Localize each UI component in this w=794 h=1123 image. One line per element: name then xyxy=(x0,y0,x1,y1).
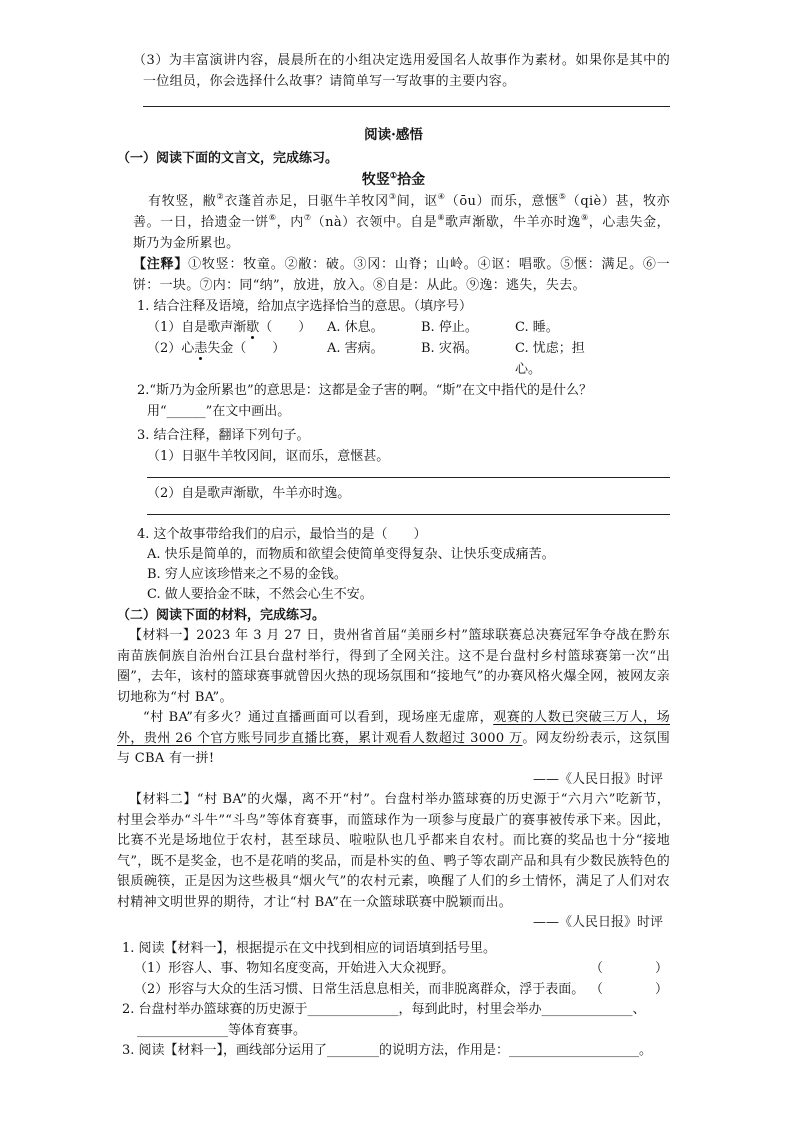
text-run: 歌声渐歇，牛羊亦时逸 xyxy=(445,215,581,230)
option-c: C. 睡。 xyxy=(515,320,559,335)
text-run: （ōu）而乐，意惬 xyxy=(445,194,559,209)
emphasized-char: 恚 xyxy=(194,341,208,356)
option-a: A. 快乐是简单的，而物质和欲望会使简单变得复杂、让快乐变成痛苦。 xyxy=(147,547,555,562)
item-prompt: （1）形容人、事、物知名度变高，开始进入大众视野。 xyxy=(134,961,455,976)
footnote-marker: ⑨ xyxy=(580,213,589,222)
text-run: 间，讴 xyxy=(396,194,438,209)
text-run: 拾金 xyxy=(397,172,426,188)
text-run: 有牧竖，敝 xyxy=(148,194,217,209)
material-question-1-stem: 1. 阅读【材料一】，根据提示在文中找到相应的词语填到括号里。 xyxy=(122,940,497,956)
notes-label: 【注释】 xyxy=(133,257,189,272)
text-run: ，内 xyxy=(276,215,304,230)
item-stem xyxy=(147,338,327,380)
notes-text: ①牧竖：牧童。②敝：破。③冈：山脊；山岭。④讴：唱歌。⑤惬：满足。⑥一饼：一块。⑦内：同“纳”，放进，放入。⑧自是：从此。⑨逸：逃失，失去。 xyxy=(133,257,670,293)
material-question-1-item-2 xyxy=(117,980,670,1001)
question-3-stem: 3. 结合注释，翻译下列句子。 xyxy=(137,428,310,443)
footnote-marker: ② xyxy=(216,192,225,201)
option-b: B. 停止。 xyxy=(421,320,478,335)
text-run: 衣蓬首赤足，日驱牛羊牧冈 xyxy=(224,194,389,209)
material-question-2: 2. 台盘村举办篮球赛的历史源于______________，每到此时，村里会举办______________、______________等体育赛事。 xyxy=(122,1002,646,1038)
question-1-item-1 xyxy=(117,317,670,338)
reading-section-two xyxy=(117,605,670,1062)
material-one: 【材料一】2023 年 3 月 27 日，贵州省首届“美丽乡村”篮球联赛总决赛冠军争夺战在黔东南苗族侗族自治州台江县台盘村举行，得到了全网关注。这不是台盘村乡村篮球赛第一次“出圈”，去年，该村的篮球赛事就曾因火热的现场氛围和“接地气”的办赛风格火爆全网，被网友亲切地称为“村 BA”。 xyxy=(117,628,670,705)
item-stem xyxy=(147,317,327,338)
text-run: “村 BA”有多火？通过直播画面可以看到，现场座无虚席， xyxy=(143,710,494,725)
text-run: （nà）衣领中。自是 xyxy=(311,215,438,230)
footnote-marker: ⑤ xyxy=(558,192,567,201)
emphasized-char: 歇 xyxy=(246,320,260,335)
footnote-marker: ① xyxy=(389,170,398,180)
source-citation: ——《人民日报》时评 xyxy=(532,915,663,930)
text-run: 。网友纷纷表示，这氛围与 CBA 有一拼! xyxy=(117,730,670,766)
underlined-text: 观赛的人数已突破三万人，场外，贵州 26 个官方账号同步直播比赛，累计观看人数超过 3000 万 xyxy=(117,710,670,746)
answer-line xyxy=(147,467,670,478)
item-prompt: （2）形容与大众的生活习惯、日常生活息息相关，而非脱离群众，浮于表面。 xyxy=(134,981,585,997)
material-one-paragraph-2 xyxy=(117,708,670,770)
reading-section-one xyxy=(117,50,670,605)
answer-line xyxy=(143,92,670,107)
question-3-item-1: （1）日驱牛羊牧冈间，讴而乐，意惬甚。 xyxy=(147,449,390,464)
text-run: ，心恚失金，斯乃为金所累也。 xyxy=(133,215,670,251)
question-1-stem: 1. 结合注释及语境，给加点字选择恰当的意思。（填序号） xyxy=(137,299,473,314)
footnote-marker: ⑦ xyxy=(303,213,312,222)
question-3-prompt: （3）为丰富演讲内容，晨晨所在的小组决定选用爱国名人故事作为素材。如果你是其中的一位组员，你会选择什么故事？请简单写一写故事的主要内容。 xyxy=(133,53,670,89)
question-4-stem: 4. 这个故事带给我们的启示，最恰当的是（ ） xyxy=(137,527,427,542)
option-c: C. 做人要拾金不昧，不然会心生不安。 xyxy=(147,587,373,602)
footnote-marker: ③ xyxy=(388,192,397,201)
footnote-marker: ⑥ xyxy=(268,213,277,222)
part-one-heading: （一）阅读下面的文言文，完成练习。 xyxy=(117,151,339,166)
text-run: 失金（ ） xyxy=(207,341,286,356)
page-content xyxy=(117,50,670,1062)
material-questions xyxy=(117,939,670,1062)
passage-title xyxy=(117,170,670,191)
question-3-item-2: （2）自是歌声渐歇，牛羊亦时逸。 xyxy=(147,486,351,501)
text-run: （qiè）甚，牧亦善。一日，拾遗金一饼 xyxy=(133,194,670,230)
annotation-notes xyxy=(117,254,670,296)
answer-line xyxy=(147,504,670,515)
option-a: A. 休息。 xyxy=(327,320,384,335)
text-run: （ ） xyxy=(259,320,312,335)
section-title: 阅读·感悟 xyxy=(364,127,423,143)
material-question-1-item-1 xyxy=(117,959,670,980)
source-citation: ——《人民日报》时评 xyxy=(532,771,663,787)
text-run: （2）心 xyxy=(147,341,195,356)
material-two: 【材料二】“村 BA”的火爆，离不开“村”。台盘村举办篮球赛的历史源于“六月六”吃新节，村里会举办“斗牛”“斗鸟”等体育赛事，而篮球作为一项参与度最广的赛事被传承下来。因此，比赛不光是场地位于农村，甚至球员、啦啦队也几乎都来自农村。而比赛的奖品也十分“接地气”，既不是奖金，也不是花哨的奖品，而是朴实的鱼、鸭子等农副产品和具有少数民族特色的银质碗筷，正是因为这些极具“烟火气”的农村元素，唤醒了人们的乡土情怀，满足了人们对农村精神文明世界的期待，才让“村 BA”在一众篮球联赛中脱颖而出。 xyxy=(117,792,670,910)
question-2: 2.“斯乃为金所累也”的意思是：这都是金子害的啊。“斯”在文中指代的是什么？用“______”在文中画出。 xyxy=(137,383,592,419)
option-a: A. 害病。 xyxy=(327,341,384,356)
question-1-item-2 xyxy=(117,338,670,380)
option-b: B. 穷人应该珍惜来之不易的金钱。 xyxy=(147,567,347,582)
footnote-marker: ④ xyxy=(437,192,446,201)
option-c: C. 忧虑；担心。 xyxy=(515,341,585,377)
text-run: （1）自是歌声渐 xyxy=(147,320,247,335)
part-two-heading: （二）阅读下面的材料，完成练习。 xyxy=(117,608,326,623)
answer-parentheses: （ ） xyxy=(589,961,668,976)
footnote-marker: ⑧ xyxy=(437,213,446,222)
material-question-3: 3. 阅读【材料一】，画线部分运用了________的说明方法，作用是：____________________。 xyxy=(122,1043,653,1058)
text-run: 牧竖 xyxy=(361,172,390,188)
option-b: B. 灾祸。 xyxy=(421,341,478,356)
answer-parentheses: （ ） xyxy=(589,981,668,997)
classical-passage xyxy=(117,191,670,254)
